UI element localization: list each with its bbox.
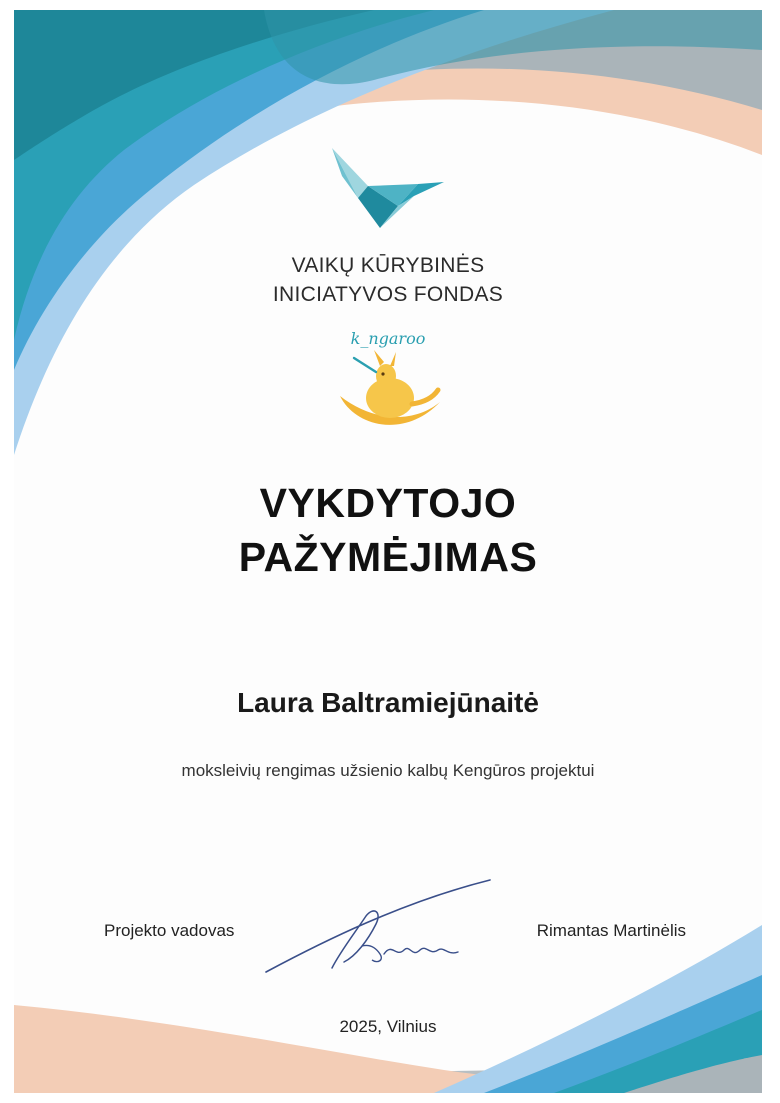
certificate-page	[14, 10, 762, 1093]
certificate-description: moksleivių rengimas užsienio kalbų Kengūros projektui	[181, 761, 595, 780]
certificate-title-line1: VYKDYTOJO	[259, 480, 517, 526]
signatory-name: Rimantas Martinėlis	[536, 921, 686, 940]
handwritten-signature	[262, 872, 502, 982]
origami-bird-logo	[328, 146, 448, 236]
recipient-name: Laura Baltramiejūnaitė	[237, 687, 539, 718]
kangaroo-moon-logo	[336, 346, 446, 436]
foundation-name-line1: VAIKŲ KŪRYBINĖS	[291, 254, 485, 277]
certificate-title-line2: PAŽYMĖJIMAS	[238, 534, 538, 580]
signatory-role: Projekto vadovas	[104, 921, 235, 940]
kangaroo-wordmark: k_ngaroo	[350, 329, 426, 348]
foundation-name-line2: INICIATYVOS FONDAS	[272, 283, 504, 306]
place-and-date: 2025, Vilnius	[339, 1017, 437, 1036]
